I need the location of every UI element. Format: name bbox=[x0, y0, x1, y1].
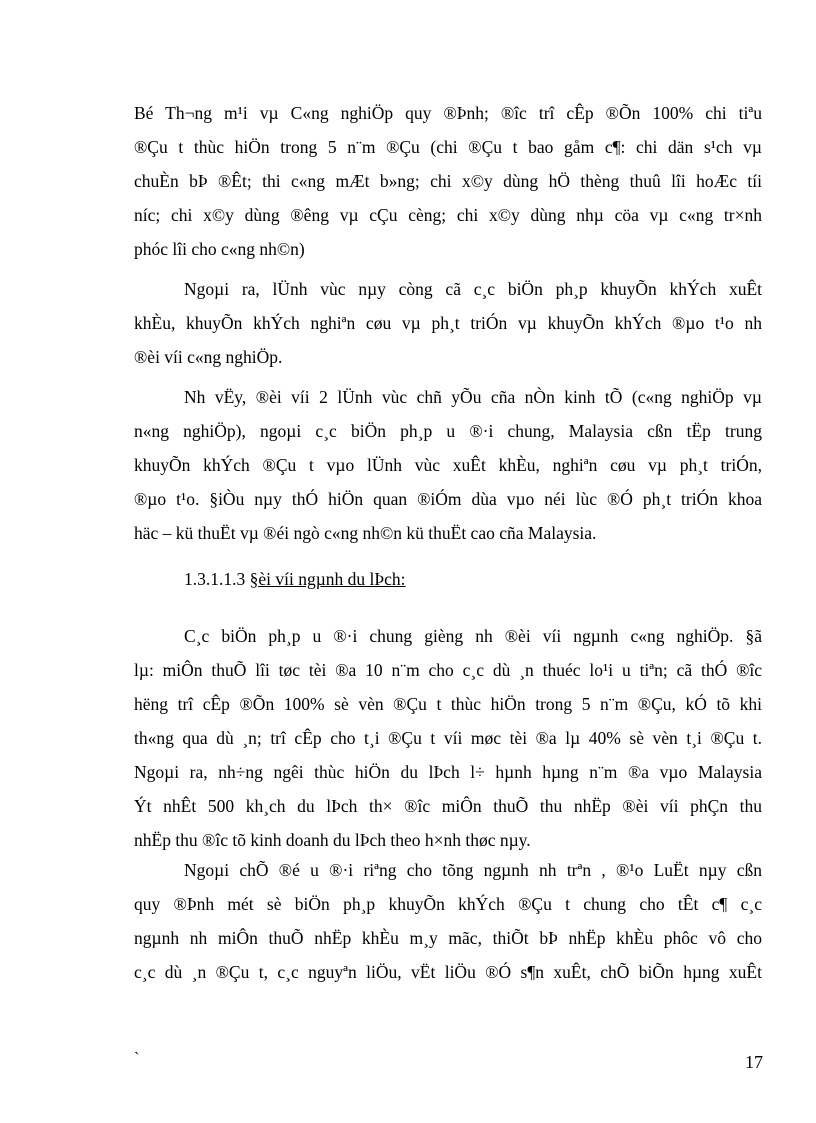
paragraph-line: hëng trî cÊp ®Õn 100% sè vèn ®Çu t thùc hiÖn trong 5 n¨m ®Çu, kÓ tõ khi bbox=[134, 694, 762, 714]
paragraph-2 bbox=[134, 272, 762, 374]
page-number: 17 bbox=[745, 1052, 763, 1072]
section-heading bbox=[134, 562, 762, 596]
paragraph-line: ®èi víi c«ng nghiÖp. bbox=[134, 347, 283, 367]
section-heading-line bbox=[134, 562, 762, 596]
paragraph-line: n«ng nghiÖp), ngoµi c¸c biÖn ph¸p u ®·i chung, Malaysia cßn tËp trung bbox=[134, 421, 762, 441]
section-title: §èi víi ngµnh du lÞch: bbox=[249, 569, 406, 589]
paragraph-line: Nh vËy, ®èi víi 2 lÜnh vùc chñ yÕu cña nÒn kinh tÕ (c«ng nghiÖp vµ bbox=[184, 387, 762, 407]
paragraph-line: khuyÕn khÝch ®Çu t vµo lÜnh vùc xuÊt khÈu, nghiªn cøu vµ ph¸t triÓn, bbox=[134, 455, 762, 475]
paragraph-line: Bé Th¬ng m¹i vµ C«ng nghiÖp quy ®Þnh; ®îc trî cÊp ®Õn 100% chi tiªu bbox=[134, 103, 762, 123]
paragraph-line: Ýt nhÊt 500 kh¸ch du lÞch th× ®îc miÔn thuÕ thu nhËp ®èi víi phÇn thu bbox=[134, 796, 762, 816]
paragraph-line: c¸c dù ¸n ®Çu t, c¸c nguyªn liÖu, vËt liÖu ®Ó s¶n xuÊt, chÕ biÕn hµng xuÊt bbox=[134, 962, 762, 982]
paragraph-1 bbox=[134, 96, 762, 266]
paragraph-line: Ngoµi ra, nh÷ng ngêi thùc hiÖn du lÞch l÷ hµnh hµng n¨m ®a vµo Malaysia bbox=[134, 762, 762, 782]
paragraph-3 bbox=[134, 380, 762, 550]
paragraph-line: C¸c biÖn ph¸p u ®·i chung gièng nh ®èi víi ngµnh c«ng nghiÖp. §ã bbox=[184, 626, 762, 646]
paragraph-line: phóc lîi cho c«ng nh©n) bbox=[134, 239, 305, 259]
paragraph-line: Ngoµi chÕ ®é u ®·i riªng cho tõng ngµnh nh trªn , ®¹o LuËt nµy cßn bbox=[184, 860, 762, 880]
paragraph-line: ®Çu t thùc hiÖn trong 5 n¨m ®Çu (chi ®Çu t bao gåm c¶: chi dän s¹ch vµ bbox=[134, 137, 762, 157]
paragraph-5 bbox=[134, 853, 762, 989]
paragraph-line: ngµnh nh miÔn thuÕ nhËp khÈu m¸y mãc, thiÕt bÞ nhËp khÈu phôc vô cho bbox=[134, 928, 762, 948]
paragraph-line: quy ®Þnh mét sè biÖn ph¸p khuyÕn khÝch ®Çu t chung cho tÊt c¶ c¸c bbox=[134, 894, 762, 914]
paragraph-line: khÈu, khuyÕn khÝch nghiªn cøu vµ ph¸t triÓn vµ khuyÕn khÝch ®µo t¹o nh bbox=[134, 313, 762, 333]
paragraph-line: häc – kü thuËt vµ ®éi ngò c«ng nh©n kü thuËt cao cña Malaysia. bbox=[134, 523, 597, 543]
paragraph-line: th«ng qua dù ¸n; trî cÊp cho t¸i ®Çu t víi møc tèi ®a lµ 40% sè vèn t¸i ®Çu t. bbox=[134, 728, 762, 748]
paragraph-line: Ngoµi ra, lÜnh vùc nµy còng cã c¸c biÖn ph¸p khuyÕn khÝch xuÊt bbox=[184, 279, 762, 299]
paragraph-line: nhËp thu ®îc tõ kinh doanh du lÞch theo h×nh thøc nµy. bbox=[134, 830, 531, 850]
paragraph-line: níc; chi x©y dùng ®êng vµ cÇu cèng; chi x©y dùng nhµ cöa vµ c«ng tr×nh bbox=[134, 205, 762, 225]
section-number: 1.3.1.1.3 bbox=[184, 569, 250, 589]
footer-mark: ` bbox=[134, 1050, 140, 1067]
paragraph-4 bbox=[134, 619, 762, 857]
paragraph-line: lµ: miÔn thuÕ lîi tøc tèi ®a 10 n¨m cho c¸c dù ¸n thuéc lo¹i u tiªn; cã thÓ ®îc bbox=[134, 660, 762, 680]
paragraph-line: chuÈn bÞ ®Êt; thi c«ng mÆt b»ng; chi x©y dùng hÖ thèng thuû lîi hoÆc tíi bbox=[134, 171, 762, 191]
paragraph-line: ®µo t¹o. §iÒu nµy thÓ hiÖn quan ®iÓm dùa vµo néi lùc ®Ó ph¸t triÓn khoa bbox=[134, 489, 762, 509]
